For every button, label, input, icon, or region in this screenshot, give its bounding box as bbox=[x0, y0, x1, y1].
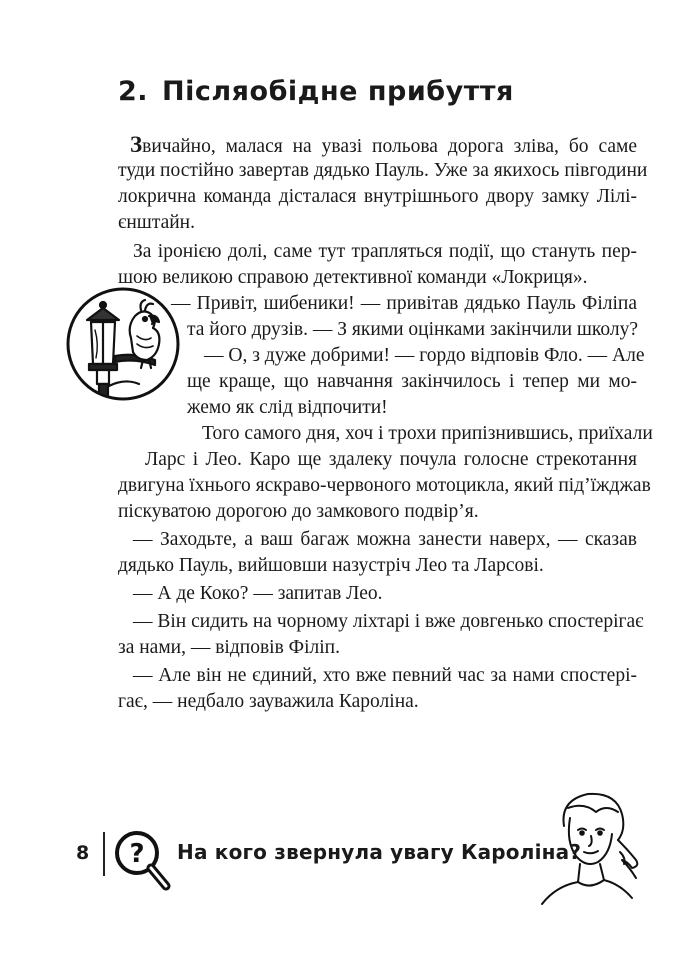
body-line: — А де Коко? — запитав Лео. bbox=[133, 583, 383, 604]
chapter-title: Післяобідне прибуття bbox=[162, 76, 514, 107]
body-line: ще краще, що навчання закінчилось і тепер ми мо- bbox=[187, 371, 637, 392]
quiz-question: На кого звернула увагу Кароліна? bbox=[177, 840, 582, 864]
body-line: — О, з дуже добрими! — гордо відповів Фло. — Але bbox=[204, 345, 645, 366]
body-line: піскуватою дорогою до замкового подвір’я. bbox=[118, 501, 479, 522]
body-line: — Привіт, шибеники! — привітав дядько Пауль Філіпа bbox=[171, 293, 637, 314]
body-line: локрична команда дісталася внутрішнього двору замку Лілі- bbox=[118, 186, 637, 207]
body-line: — Заходьте, а ваш багаж можна занести наверх, — сказав bbox=[133, 529, 637, 550]
footer-divider bbox=[103, 832, 105, 876]
body-line: шою великою справою детективної команди «Локриця». bbox=[118, 267, 588, 288]
body-line: двигуна їхнього яскраво-червоного мотоцикла, який під’їжджав bbox=[118, 475, 651, 496]
drop-letter: З bbox=[130, 132, 143, 157]
body-line: — Він сидить на чорному ліхтарі і вже довгенько спостерігає bbox=[133, 611, 644, 632]
body-line: За іронією долі, саме тут трапляться події, що стануть пер- bbox=[133, 241, 637, 262]
body-line: Ларс і Лео. Каро ще здалеку почула голосне стрекотання bbox=[145, 449, 637, 470]
chapter-number: 2. bbox=[118, 76, 149, 107]
chapter-heading bbox=[118, 76, 514, 107]
page-number: 8 bbox=[76, 842, 90, 864]
body-line: жемо як слід відпочити! bbox=[187, 397, 388, 418]
body-line: за нами, — відповів Філіп. bbox=[118, 637, 340, 658]
body-line: туди постійно завертав дядько Пауль. Уже за якихось півгодини bbox=[118, 160, 648, 181]
body-line: — Але він не єдиний, хто вже певний час за нами спостері- bbox=[133, 665, 637, 686]
body-line: та його друзів. — З якими оцінками закінчили школу? bbox=[187, 319, 639, 340]
body-line: Звичайно, малася на увазі польова дорога зліва, бо саме bbox=[130, 132, 637, 157]
body-line: єнштайн. bbox=[118, 212, 195, 233]
body-line: Того самого дня, хоч і трохи припізнившись, приїхали bbox=[202, 423, 653, 444]
svg-text:?: ? bbox=[129, 839, 145, 869]
body-line: дядько Пауль, вийшовши назустріч Лео та Ларсові. bbox=[118, 555, 544, 576]
parrot-lantern-illustration bbox=[65, 286, 181, 402]
body-line: гає, — недбало зауважила Кароліна. bbox=[118, 691, 419, 712]
magnifier-question-icon bbox=[110, 826, 172, 894]
